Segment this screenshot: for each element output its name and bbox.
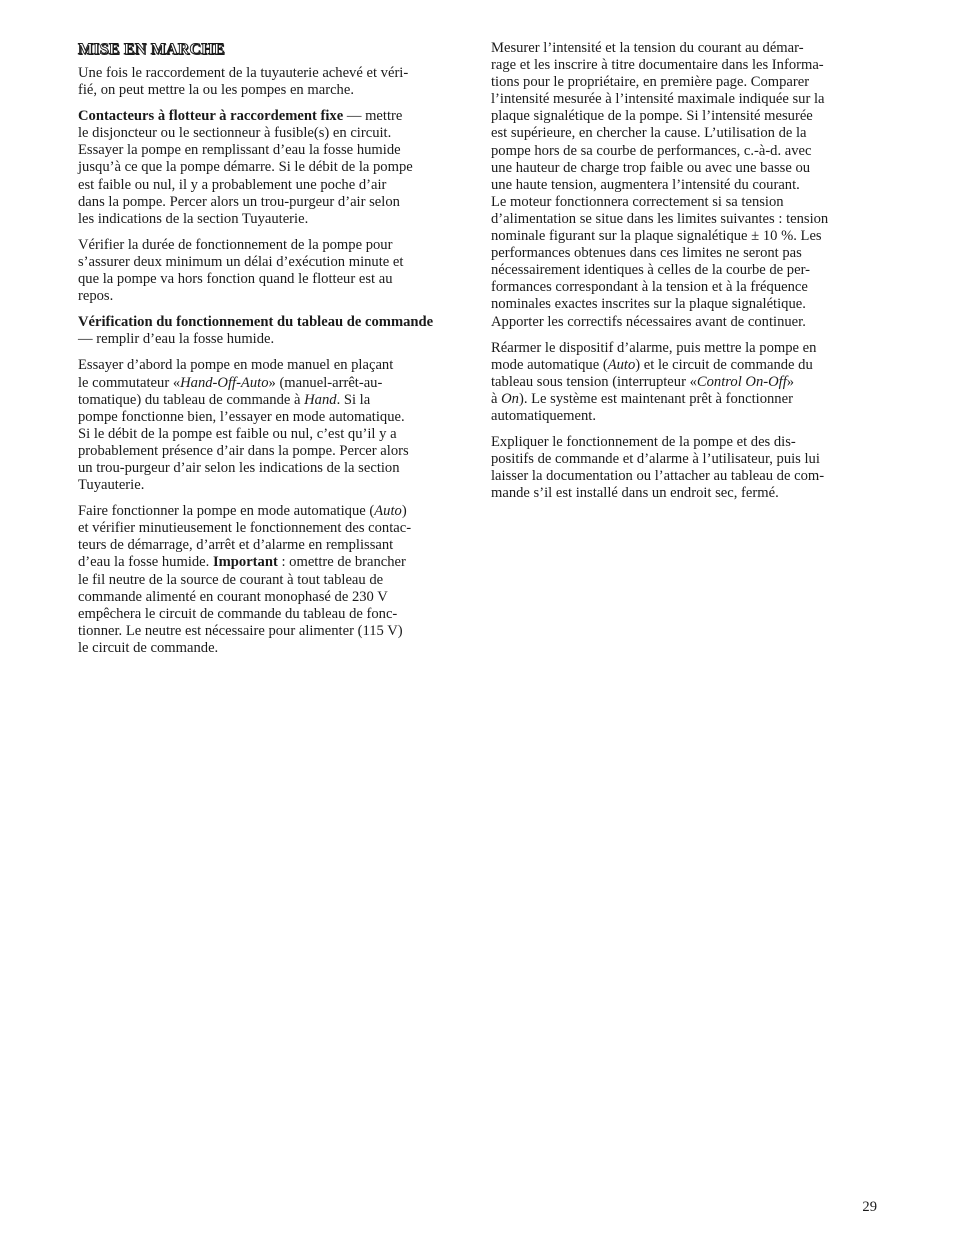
text-run: Expliquer le fonctionnement de la pompe et des dis- positifs de commande et d’alarme à l’utilisateur, puis lui laisser la documentation ou l’attacher au tableau de com- mande s’il est installé dans un endroit sec, fermé. — [491, 434, 825, 502]
text-run: Vérifier la durée de fonctionnement de la pompe pour s’assurer deux minimum un délai d’exécution minute et que la pompe va hors fonction quand le flotteur est au repos. — [78, 236, 404, 305]
text-run: Une fois le raccordement de la tuyauterie achevé et véri- fié, on peut mettre la ou les pompes en marche. — [78, 65, 409, 99]
text-run: Réarmer le dispositif d’alarme, puis mettre la pompe en mode automatique ( — [491, 339, 817, 373]
text-run: Essayer d’abord la pompe en mode manuel en plaçant le commutateur « — [78, 357, 394, 391]
paragraph — [491, 434, 877, 502]
italic-text: Auto — [374, 503, 402, 520]
text-run: ). Le système est maintenant prêt à fonctionner automatiquement. — [491, 390, 793, 424]
paragraph — [78, 503, 464, 657]
paragraph — [78, 237, 464, 305]
italic-text: Hand — [304, 391, 337, 408]
page-number: 29 — [862, 1199, 877, 1215]
left-column — [78, 40, 464, 657]
right-column-body — [491, 40, 877, 502]
text-run: » à — [491, 373, 795, 407]
text-run: : omettre de brancher le fil neutre de la source de courant à tout tableau de commande alimenté en courant monophasé de 230 V empêchera le circuit de commande du tableau de fonc- tionner. Le neutre est nécessaire pour alimenter (115 V) le circuit de commande. — [78, 554, 406, 656]
paragraph — [78, 357, 464, 494]
text-run: — remplir d’eau la fosse humide. — [78, 331, 275, 348]
italic-text: On — [501, 390, 519, 407]
italic-text: Control On-Off — [696, 373, 787, 390]
italic-text: Auto — [607, 356, 636, 373]
paragraph — [491, 340, 877, 425]
text-run: — mettre le disjoncteur ou le sectionneur à fusible(s) en circuit. Essayer la pompe en remplissant d’eau la fosse humide jusqu’à ce que la pompe démarre. Si le débit de la pompe est faible ou nul, il y a probablement une poche d’air dans la pompe. Percer alors un trou-purgeur d’air selon les indications de la section Tuyauterie. — [78, 108, 413, 227]
text-run: ) et le circuit de commande du tableau sous tension (interrupteur « — [491, 356, 813, 390]
section-heading: MISE EN MARCHE — [78, 41, 225, 58]
text-run: . Si la pompe fonctionne bien, l’essayer en mode automatique. Si le débit de la pompe est faible ou nul, c’est qu’il y a probablement présence d’air dans la pompe. Percer alors un trou-purgeur d’air selon les indications de la section Tuyauterie. — [78, 391, 409, 494]
bold-text: Vérification du fonctionnement du tableau de commande — [78, 314, 434, 331]
text-run: Faire fonctionner la pompe en mode automatique ( — [78, 503, 375, 520]
text-run: » (manuel-arrêt-au- tomatique) du tableau de commande à — [78, 374, 383, 408]
text-run: Mesurer l’intensité et la tension du courant au démar- rage et les inscrire à titre documentaire dans les Informa- tions pour le propriétaire, en première page. Comparer l’intensité mesurée à l’intensité maximale indiquée sur la plaque signalétique de la pompe. Si l’intensité mesurée est supérieure, en chercher la cause. L’utilisation de la pompe hors de sa courbe de performances, c.-à-d. avec une hauteur de charge trop faible ou avec une basse ou une haute tension, augmentera l’intensité du courant. Le moteur fonctionnera correctement si sa tension d’alimentation se situe dans les limites suivantes : tension nominale figurant sur la plaque signalétique ± 10 %. Les performances obtenues dans ces limites ne seront pas nécessairement identiques à celles de la courbe de per- formances correspondant à la tension et à la fréquence nominales exactes inscrites sur la plaque signalétique. Apporter les correctifs nécessaires avant de continuer. — [491, 40, 829, 330]
paragraph — [78, 314, 464, 348]
paragraph — [491, 40, 877, 331]
bold-text: Important — [212, 554, 278, 571]
paragraph — [78, 65, 464, 99]
right-column — [491, 40, 877, 502]
italic-text: Hand-Off-Auto — [180, 374, 269, 391]
left-column-body — [78, 65, 464, 657]
paragraph — [78, 108, 464, 228]
text-run: ) et vérifier minutieusement le fonctionnement des contac- teurs de démarrage, d’arrêt et d’alarme en remplissant d’eau la fosse humide. — [78, 503, 412, 571]
bold-text: Contacteurs à flotteur à raccordement fixe — [78, 108, 344, 125]
